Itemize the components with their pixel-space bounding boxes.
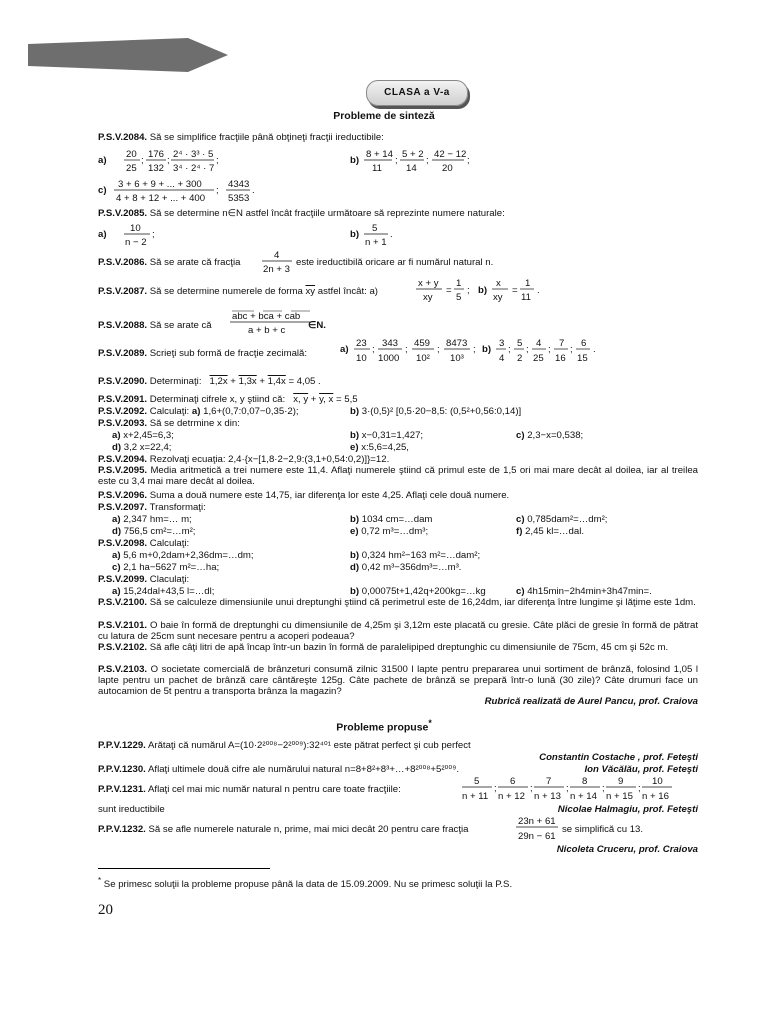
item-d: 3,2 x=22,4; — [123, 442, 172, 453]
problem-text: Arătaţi că numărul A=(10·2²⁰⁰⁸−2²⁰⁰⁹):32⁴⁰¹ este pătrat perfect şi cub perfect — [148, 740, 471, 751]
problem-id: P.S.V.2101. — [98, 620, 148, 631]
svg-text:4: 4 — [274, 250, 280, 261]
problem-2086-tail: este ireductibilă oricare ar fi numărul natural n. — [296, 257, 494, 268]
problem-1231-tail: sunt ireductibile — [98, 804, 165, 815]
svg-text:132: 132 — [148, 163, 165, 174]
item-c: 0,785dam²=…dm²; — [527, 514, 608, 525]
svg-text:2⁴ · 3³ · 5: 2⁴ · 3³ · 5 — [173, 149, 214, 160]
problem-2098-d: d) 0,42 m³−356dm³=…m³. — [350, 562, 462, 573]
svg-text:n + 1: n + 1 — [365, 237, 387, 248]
svg-text:a): a) — [98, 229, 107, 240]
svg-text:x + y: x + y — [418, 278, 439, 289]
footnote-text: Se primesc soluţii la probleme propuse până la data de 15.09.2009. Nu se primesc soluţii la P.S. — [103, 879, 513, 891]
problem-2101 — [98, 620, 698, 642]
problem-text: Aflaţi cel mai mic număr natural n pentru care toate fracţiile: — [148, 784, 401, 795]
problem-2090: P.S.V.2090. Determinaţi: 1,2x + 1,3x + 1,4x = 4,05 . — [98, 376, 321, 387]
svg-text:abc + bca + cab: abc + bca + cab — [232, 311, 301, 322]
svg-text:10²: 10² — [416, 353, 430, 364]
item-e: x:5,6=4,25, — [361, 442, 409, 453]
svg-text:b): b) — [350, 229, 360, 240]
problem-id: P.P.V.1231. — [98, 784, 146, 795]
svg-text:2n + 3: 2n + 3 — [263, 264, 290, 275]
item-b: 1034 cm=…dam — [361, 514, 433, 525]
problem-2099-a: a) 15,24dal+43,5 l=…dl; — [112, 586, 215, 597]
problem-id: P.S.V.2100. — [98, 597, 148, 608]
svg-text:;: ; — [467, 155, 470, 166]
svg-text:1000: 1000 — [378, 353, 400, 364]
problem-id: P.S.V.2091. — [98, 394, 148, 405]
svg-text:4343: 4343 — [228, 179, 250, 190]
problem-1231-fractions — [460, 774, 700, 806]
svg-text:7: 7 — [546, 776, 552, 787]
item-d: 756,5 cm²=…m²; — [123, 526, 196, 537]
svg-text:;: ; — [405, 344, 408, 355]
problem-text: Calculaţi: — [149, 538, 190, 549]
problem-id: P.S.V.2102. — [98, 642, 148, 653]
problem-2099-b: b) 0,00075t+1,42q+200kg=…kg — [350, 586, 486, 597]
footnote-divider — [98, 868, 270, 869]
problem-2098-a: a) 5,6 m+0,2dam+2,36dm=…dm; — [112, 550, 254, 561]
fraction-abc-bca-cab — [230, 310, 314, 340]
svg-text:23: 23 — [356, 338, 367, 349]
heading-text: Probleme propuse — [336, 721, 429, 734]
problem-2099 — [98, 574, 189, 585]
item-c: 2,3−x=0,538; — [527, 430, 584, 441]
problem-text: Să se detrmine x din: — [149, 418, 240, 429]
svg-text:10: 10 — [356, 353, 367, 364]
item-a: 15,24dal+43,5 l=…dl; — [123, 586, 215, 597]
fraction-4-over-2n3 — [258, 248, 298, 278]
problem-2093-d: d) 3,2 x=22,4; — [112, 442, 172, 453]
item-e: 0,72 m³=…dm³; — [361, 526, 429, 537]
svg-text:11: 11 — [521, 292, 531, 303]
svg-text:5353: 5353 — [228, 193, 250, 204]
svg-text:5: 5 — [517, 338, 523, 349]
problem-text: Să se determine numerele de forma — [149, 286, 303, 297]
svg-text:;: ; — [570, 344, 573, 355]
problem-2092-b: b) 3·(0,5)² [0,5·20−8,5: (0,5²+0,56:0,14)] — [350, 406, 522, 417]
svg-text:10: 10 — [130, 223, 141, 234]
svg-text:b): b) — [478, 285, 488, 296]
problem-1231 — [98, 784, 401, 795]
problem-text: Determinaţi: — [149, 376, 202, 387]
problem-2097-a: a) 2,347 hm=… m; — [112, 514, 192, 525]
svg-text:14: 14 — [406, 163, 417, 174]
problem-text: Transformaţi: — [149, 502, 206, 513]
overline-1-2x: 1,2x — [209, 376, 228, 387]
svg-text:;: ; — [494, 783, 497, 794]
author-1232: Nicoleta Cruceru, prof. Craiova — [556, 844, 698, 855]
problem-2089 — [98, 348, 307, 359]
item-b: 0,324 hm²−163 m²=…dam²; — [361, 550, 481, 561]
overline-x-y: x, y — [293, 394, 309, 405]
author-1231: Nicolae Halmagiu, prof. Feteşti — [557, 804, 698, 815]
problem-id: P.P.V.1229. — [98, 740, 146, 751]
svg-text:;: ; — [638, 783, 641, 794]
problem-2084-fractions — [98, 145, 698, 205]
svg-text:;: ; — [602, 783, 605, 794]
svg-text:23n + 61: 23n + 61 — [518, 816, 556, 827]
svg-text:;: ; — [216, 155, 219, 166]
svg-text:;: ; — [473, 344, 476, 355]
svg-text:25: 25 — [533, 353, 544, 364]
problem-2098 — [98, 538, 189, 549]
problem-2103 — [98, 664, 698, 697]
svg-text:4 + 8 + 12 + ... + 400: 4 + 8 + 12 + ... + 400 — [116, 193, 206, 204]
item-c: 2,1 ha−5627 m²=…ha; — [123, 562, 220, 573]
problem-text: Rezolvaţi ecuaţia: 2,4·{x−[1,8·2−2,9:(3,1+0,54:0,2)]}=12. — [149, 454, 390, 465]
problem-2098-b: b) 0,324 hm²−163 m²=…dam²; — [350, 550, 481, 561]
overline-y-x: y, x — [319, 394, 334, 405]
svg-text:5: 5 — [372, 223, 378, 234]
problem-2099-c: c) 4h15min−2h4min+3h47min=. — [516, 586, 652, 597]
problem-2089-fractions — [340, 336, 700, 372]
svg-text:10³: 10³ — [450, 353, 464, 364]
svg-text:;: ; — [216, 185, 219, 196]
problem-id: P.S.V.2097. — [98, 502, 148, 513]
svg-text:8 + 14: 8 + 14 — [366, 149, 393, 160]
author-1230: Ion Văcălău, prof. Feteşti — [584, 764, 698, 775]
class-badge: CLASA a V-a — [366, 80, 468, 106]
problem-text: Să se calculeze dimensiunile unui dreptunghi ştiind că perimetrul este de 16,24dm, iar diferenţa între lungime şi lăţime este 1dm. — [149, 597, 696, 608]
problem-text: Calculaţi: — [149, 406, 190, 417]
svg-text:5 + 2: 5 + 2 — [402, 149, 424, 160]
problem-id: P.S.V.2085. — [98, 208, 148, 219]
item-a: 1,6+(0,7:0,07−0,35·2); — [203, 406, 299, 417]
svg-text:8: 8 — [582, 776, 588, 787]
item-f: 2,45 kl=…dal. — [525, 526, 584, 537]
svg-text:.: . — [593, 344, 596, 355]
problem-2085 — [98, 208, 505, 219]
problem-2088 — [98, 320, 212, 331]
problem-tail: astfel încât: a) — [317, 286, 379, 297]
problem-2094 — [98, 454, 389, 465]
author-1229: Constantin Costache , prof. Feteşti — [539, 752, 698, 763]
problem-1230 — [98, 764, 459, 775]
problem-text: Scrieţi sub formă de fracţie zecimală: — [149, 348, 308, 359]
problem-2087 — [98, 286, 378, 297]
problem-text: Să se afle numerele naturale n, prime, mai mici decât 20 pentru care fracţia — [148, 824, 469, 835]
svg-text:;: ; — [167, 155, 170, 166]
section-heading-synthesis: Probleme de sinteză — [333, 110, 435, 122]
problem-2093-e: e) x:5,6=4,25, — [350, 442, 409, 453]
svg-text:5: 5 — [474, 776, 480, 787]
svg-text:n + 16: n + 16 — [642, 791, 669, 802]
svg-text:6: 6 — [510, 776, 516, 787]
footnote — [98, 876, 512, 890]
problem-2096 — [98, 490, 509, 501]
svg-text:n + 15: n + 15 — [606, 791, 633, 802]
problem-2092: P.S.V.2092. Calculaţi: a) 1,6+(0,7:0,07−0,35·2); — [98, 406, 299, 417]
problem-2095 — [98, 465, 698, 487]
problem-2093 — [98, 418, 240, 429]
footnote-mark: * — [98, 876, 102, 885]
problem-id: P.S.V.2099. — [98, 574, 148, 585]
problem-2093-c: c) 2,3−x=0,538; — [516, 430, 584, 441]
svg-text:459: 459 — [414, 338, 431, 349]
problem-2098-c: c) 2,1 ha−5627 m²=…ha; — [112, 562, 220, 573]
problem-2097-d: d) 756,5 cm²=…m²; — [112, 526, 196, 537]
svg-text:4: 4 — [536, 338, 542, 349]
svg-text:;: ; — [530, 783, 533, 794]
svg-text:.: . — [390, 229, 393, 240]
svg-text:=: = — [512, 285, 518, 296]
item-b: 0,00075t+1,42q+200kg=…kg — [361, 586, 486, 597]
problem-2097-b: b) 1034 cm=…dam — [350, 514, 433, 525]
item-a: 5,6 m+0,2dam+2,36dm=…dm; — [123, 550, 254, 561]
svg-text:;: ; — [508, 344, 511, 355]
problem-2088-tail: ∈N. — [308, 320, 326, 331]
problem-text: Claculaţi: — [149, 574, 190, 585]
section-heading-proposed — [0, 718, 768, 734]
problem-id: P.S.V.2096. — [98, 490, 148, 501]
svg-text:3 + 6 + 9 + ... + 300: 3 + 6 + 9 + ... + 300 — [118, 179, 202, 190]
svg-text:6: 6 — [581, 338, 587, 349]
problem-id: P.S.V.2094. — [98, 454, 148, 465]
svg-text:b): b) — [482, 344, 492, 355]
item-a: 2,347 hm=… m; — [123, 514, 192, 525]
problem-text: Determinaţi cifrele x, y ştiind că: — [149, 394, 286, 405]
problem-2097-c: c) 0,785dam²=…dm²; — [516, 514, 608, 525]
svg-text:7: 7 — [559, 338, 565, 349]
problem-2086 — [98, 257, 240, 268]
svg-text:16: 16 — [555, 353, 566, 364]
problem-text: Să se simplifice fracţiile până obţineţi fracţii ireductibile: — [149, 132, 384, 143]
problem-2087-equations — [416, 276, 556, 306]
svg-text:n + 14: n + 14 — [570, 791, 597, 802]
problem-id: P.S.V.2095. — [98, 465, 148, 476]
page-number: 20 — [98, 902, 113, 918]
svg-text:xy: xy — [423, 292, 433, 303]
svg-text:176: 176 — [148, 149, 165, 160]
svg-text:20: 20 — [442, 163, 453, 174]
equation-rhs: = 4,05 . — [288, 376, 321, 387]
svg-text:n + 11: n + 11 — [462, 791, 489, 802]
problem-text: Să afle câţi litri de apă încap într-un bazin în formă de paralelipiped dreptunghic cu dimensiunile de 75cm, 45 cm şi 52c m. — [149, 642, 669, 653]
svg-text:8473: 8473 — [446, 338, 468, 349]
problem-2093-b: b) x−0,31=1,427; — [350, 430, 424, 441]
svg-text:42 − 12: 42 − 12 — [434, 149, 467, 160]
item-b: x−0,31=1,427; — [361, 430, 424, 441]
problem-2100 — [98, 597, 698, 608]
svg-text:29n − 61: 29n − 61 — [518, 831, 556, 842]
svg-text:;: ; — [141, 155, 144, 166]
problem-text: Suma a două numere este 14,75, iar diferenţa lor este 4,25. Aflaţi cele două numere. — [149, 490, 510, 501]
problem-2091: P.S.V.2091. Determinaţi cifrele x, y ştiind că: x, y + y, x = 5,5 — [98, 394, 358, 405]
item-d: 0,42 m³−356dm³=…m³. — [361, 562, 462, 573]
problem-id: P.S.V.2103. — [98, 664, 148, 675]
problem-id: P.S.V.2093. — [98, 418, 148, 429]
problem-2097-f: f) 2,45 kl=…dal. — [516, 526, 584, 537]
svg-text:5: 5 — [456, 292, 462, 303]
svg-text:c): c) — [98, 185, 107, 196]
problem-text: Să se arate că — [149, 320, 212, 331]
problem-2102 — [98, 642, 698, 653]
problem-text: Să se arate că fracţia — [149, 257, 241, 268]
svg-text:.: . — [537, 285, 540, 296]
footnote-mark: * — [428, 718, 432, 728]
svg-text:2: 2 — [517, 353, 523, 364]
svg-text:3⁴ · 2⁴ · 7: 3⁴ · 2⁴ · 7 — [173, 163, 215, 174]
problem-2084 — [98, 132, 384, 143]
fraction-23n61-over-29n61 — [516, 814, 560, 846]
header-banner — [28, 38, 228, 72]
problem-id: P.P.V.1230. — [98, 764, 146, 775]
svg-text:.: . — [252, 185, 255, 196]
rubric-author: Rubrică realizată de Aurel Pancu, prof. Craiova — [484, 696, 698, 707]
overline-1-4x: 1,4x — [267, 376, 286, 387]
item-a: x+2,45=6,3; — [123, 430, 174, 441]
problem-id: P.P.V.1232. — [98, 824, 146, 835]
equation-rhs: = 5,5 — [335, 394, 358, 405]
svg-text:a + b + c: a + b + c — [248, 325, 286, 336]
svg-text:25: 25 — [126, 163, 137, 174]
svg-text:;: ; — [152, 229, 155, 240]
svg-text:x: x — [496, 278, 501, 289]
svg-text:10: 10 — [652, 776, 663, 787]
svg-text:1: 1 — [525, 278, 531, 289]
svg-text:;: ; — [372, 344, 375, 355]
problem-id: P.S.V.2086. — [98, 257, 148, 268]
problem-id: P.S.V.2092. — [98, 406, 148, 417]
svg-text:a): a) — [98, 155, 107, 166]
problem-id: P.S.V.2084. — [98, 132, 148, 143]
problem-text: O societate comercială de brânzeturi consumă zilnic 31500 l lapte pentru prepararea unui sortiment de brânză, folosind 1,05 l lapte pentru un pachet de brânză care cântăreşte 125g. Câte pachete de brânză se prepară într-o lună (30 zile)? Câte drumuri face un autocamion de 5t pentru a transporta brânza la magazin? — [98, 664, 698, 697]
svg-text:20: 20 — [126, 149, 137, 160]
svg-text:n − 2: n − 2 — [125, 237, 147, 248]
svg-text:;: ; — [426, 155, 429, 166]
svg-text:n + 12: n + 12 — [498, 791, 525, 802]
problem-1229 — [98, 740, 471, 751]
problem-text: Aflaţi ultimele două cifre ale numărului natural n=8+8²+8³+…+8²⁰⁰⁸+5²⁰⁰⁹. — [148, 764, 459, 775]
problem-1232 — [98, 824, 468, 835]
svg-text:;: ; — [467, 285, 470, 296]
svg-text:;: ; — [437, 344, 440, 355]
problem-2085-fractions — [98, 219, 498, 251]
svg-text:a): a) — [340, 344, 349, 355]
svg-text:4: 4 — [499, 353, 505, 364]
svg-text:xy: xy — [493, 292, 503, 303]
svg-text:15: 15 — [577, 353, 588, 364]
problem-1232-tail: se simplifică cu 13. — [562, 824, 644, 835]
svg-text:;: ; — [566, 783, 569, 794]
problem-2093-a: a) x+2,45=6,3; — [112, 430, 174, 441]
problem-id: P.S.V.2090. — [98, 376, 148, 387]
svg-text:11: 11 — [372, 163, 382, 174]
overline-xy: $\overline{xy}$ — [305, 286, 316, 297]
problem-id: P.S.V.2089. — [98, 348, 148, 359]
svg-text:b): b) — [350, 155, 360, 166]
svg-text:343: 343 — [382, 338, 399, 349]
svg-text:9: 9 — [618, 776, 624, 787]
problem-id: P.S.V.2087. — [98, 286, 148, 297]
problem-id: P.S.V.2098. — [98, 538, 148, 549]
svg-text:;: ; — [395, 155, 398, 166]
svg-text:n + 13: n + 13 — [534, 791, 561, 802]
svg-text:=: = — [446, 285, 452, 296]
problem-text: Media aritmetică a trei numere este 11,4. Aflaţi numerele ştiind că primul este de 1,5 ori mai mare decât al doilea, iar al treilea este cu 3,4 mai mare decât al doilea. — [98, 465, 698, 487]
problem-text: O baie în formă de dreptunghi cu dimensiunile de 4,25m şi 3,12m este placată cu gresie. Câte plăci de gresie în formă de pătrat cu latura de 25cm sunt necesare pentru a acoperi podeaua? — [98, 620, 698, 642]
overline-1-3x: 1,3x — [238, 376, 257, 387]
svg-text:;: ; — [548, 344, 551, 355]
svg-text:1: 1 — [456, 278, 462, 289]
problem-2097-e: e) 0,72 m³=…dm³; — [350, 526, 429, 537]
problem-2097 — [98, 502, 206, 513]
problem-id: P.S.V.2088. — [98, 320, 148, 331]
item-c: 4h15min−2h4min+3h47min=. — [527, 586, 652, 597]
svg-text:3: 3 — [499, 338, 505, 349]
problem-text: Să se determine n∈N astfel încât fracţiile următoare să reprezinte numere naturale: — [149, 208, 505, 219]
svg-text:;: ; — [526, 344, 529, 355]
item-b: 3·(0,5)² [0,5·20−8,5: (0,5²+0,56:0,14)] — [361, 406, 522, 417]
